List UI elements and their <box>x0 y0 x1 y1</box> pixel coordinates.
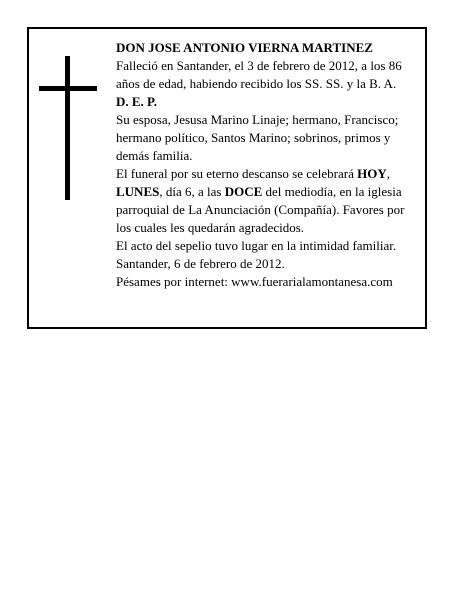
condolences-line: Pésames por internet: www.fuerarialamontanesa.com <box>116 274 393 289</box>
funeral-text-4: del mediodía, en la iglesia parroquial de La Anunciación (Compañía). Favores por los cuales les quedarán agradecidos. <box>116 184 405 235</box>
cross-vertical-bar <box>65 56 70 200</box>
funeral-hour: DOCE <box>224 184 263 199</box>
cross-icon <box>39 56 99 200</box>
obituary-notice <box>27 27 427 329</box>
cross-horizontal-bar <box>39 86 97 91</box>
deceased-name: DON JOSE ANTONIO VIERNA MARTINEZ <box>116 40 373 55</box>
burial-note: El acto del sepelio tuvo lugar en la intimidad familiar. <box>116 238 397 253</box>
dep-line: D. E. P. <box>116 94 158 109</box>
family-list: Su esposa, Jesusa Marino Linaje; hermano, Francisco; hermano político, Santos Marino; sobrinos, primos y demás familia. <box>116 112 399 163</box>
place-date-line: Santander, 6 de febrero de 2012. <box>116 256 285 271</box>
obituary-text <box>116 39 420 291</box>
funeral-weekday: LUNES <box>116 184 160 199</box>
funeral-day-hoy: HOY <box>357 166 387 181</box>
funeral-text-1: El funeral por su eterno descanso se celebrará <box>116 166 358 181</box>
funeral-announcement <box>116 165 420 237</box>
death-announcement: Falleció en Santander, el 3 de febrero de 2012, a los 86 años de edad, habiendo recibido los SS. SS. y la B. A. <box>116 58 402 91</box>
funeral-text-2: , <box>386 166 390 181</box>
funeral-text-3: , día 6, a las <box>159 184 225 199</box>
